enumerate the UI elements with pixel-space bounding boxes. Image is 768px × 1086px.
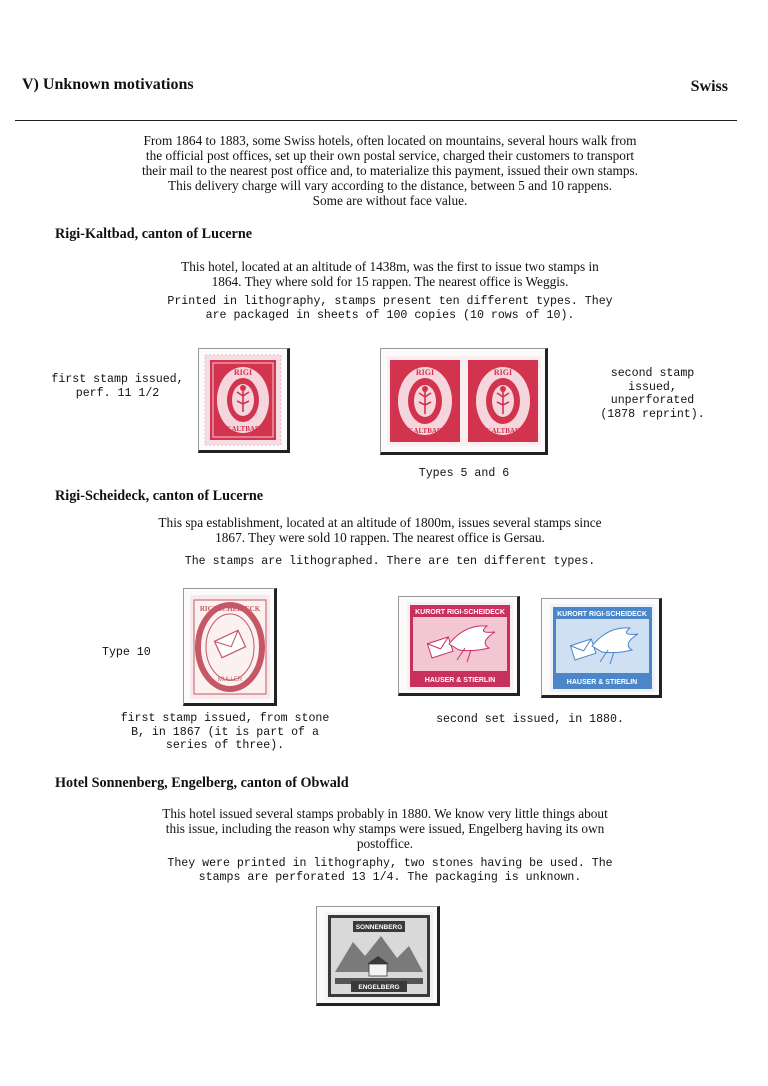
rigi-kaltbad-caption-below: Types 5 and 6 [418, 467, 510, 480]
header-divider [15, 120, 737, 121]
kaltbad-stamp-image [204, 354, 282, 446]
rigi-kaltbad-caption-left: first stamp issued, perf. 11 1/2 [51, 373, 184, 400]
kaltbad-pair-left-bottom-text: KALTBAD [408, 427, 442, 435]
section-title-hotel-sonnenberg: Hotel Sonnenberg, Engelberg, canton of Obwald [55, 775, 349, 791]
kaltbad-stamp-bottom-text: KALTBAD [226, 425, 260, 433]
section-title-rigi-scheideck: Rigi-Scheideck, canton of Lucerne [55, 488, 264, 504]
page-title: V) Unknown motivations [22, 76, 194, 93]
rigi-scheideck-printing-note: The stamps are lithographed. There are ten different types. [184, 555, 596, 568]
rigi-scheideck-description: This spa establishment, located at an altitude of 1800m, issues several stamps since 1867. They were sold 10 rappen. The nearest office is Gersau. [158, 515, 602, 545]
scheideck-pink-bottom-text: HAUSER & STIERLIN [424, 677, 496, 684]
hotel-sonnenberg-printing-note: They were printed in lithography, two stones having be used. The stamps are perforated 13 1/4. The packaging is unknown. [167, 857, 613, 884]
kaltbad-pair-right-bottom-text: KALTBAD [486, 427, 520, 435]
stamp-mount-scheideck-blue [541, 598, 662, 698]
scheideck-pink-top-text: KURORT RIGI-SCHEIDECK [415, 609, 505, 616]
country-label: Swiss [690, 78, 728, 95]
kaltbad-pair-right-top-text: RIGI [493, 368, 513, 377]
stamp-mount-sonnenberg [316, 906, 440, 1006]
stamp-mount-scheideck-type10 [183, 588, 277, 706]
rigi-scheideck-caption-left: first stamp issued, from stone B, in 1867 (it is part of a series of three). [120, 712, 330, 752]
scheideck-blue-bottom-text: HAUSER & STIERLIN [566, 679, 638, 686]
scheideck-blue-image [550, 604, 655, 692]
rigi-scheideck-type-caption: Type 10 [102, 646, 151, 659]
sonnenberg-top-text: SONNENBERG [355, 924, 403, 931]
scheideck-type10-image [190, 595, 270, 699]
sonnenberg-stamp-image [325, 912, 433, 1000]
rigi-kaltbad-printing-note: Printed in lithography, stamps present ten different types. They are packaged in sheets of 100 copies (10 rows of 10). [167, 295, 613, 322]
kaltbad-pair-image [387, 356, 541, 446]
rigi-scheideck-caption-right: second set issued, in 1880. [436, 713, 624, 726]
scheideck-type10-oval-text: RIGI-SCHEIDECK [199, 605, 261, 613]
kaltbad-pair-left-top-text: RIGI [415, 368, 435, 377]
scheideck-pink-image [407, 602, 513, 690]
intro-paragraph: From 1864 to 1883, some Swiss hotels, often located on mountains, several hours walk from the official post offices, set up their own postal service, charged their customers to transport their mail to the nearest post office and, to materialize this payment, issued their own stamps. This delivery charge will vary according to the distance, between 5 and 10 rappens. Some are without face value. [141, 133, 639, 208]
stamp-mount-scheideck-pink [398, 596, 520, 696]
stamp-mount-kaltbad-pair [380, 348, 548, 455]
sonnenberg-bottom-text: ENGELBERG [358, 984, 400, 991]
scheideck-blue-top-text: KURORT RIGI-SCHEIDECK [557, 611, 647, 618]
scheideck-type10-small-text: MULLER [217, 677, 243, 683]
section-title-rigi-kaltbad: Rigi-Kaltbad, canton of Lucerne [55, 226, 253, 242]
kaltbad-stamp-top-text: RIGI [233, 368, 253, 377]
hotel-sonnenberg-description: This hotel issued several stamps probably in 1880. We know very little things about this issue, including the reason why stamps were issued, Engelberg having its own postoffice. [162, 806, 608, 851]
rigi-kaltbad-caption-right: second stamp issued, unperforated (1878 reprint). [600, 367, 705, 421]
rigi-kaltbad-description: This hotel, located at an altitude of 1438m, was the first to issue two stamps in 1864. They where sold for 15 rappen. The nearest office is Weggis. [181, 259, 599, 289]
stamp-mount-kaltbad-single [198, 348, 290, 453]
